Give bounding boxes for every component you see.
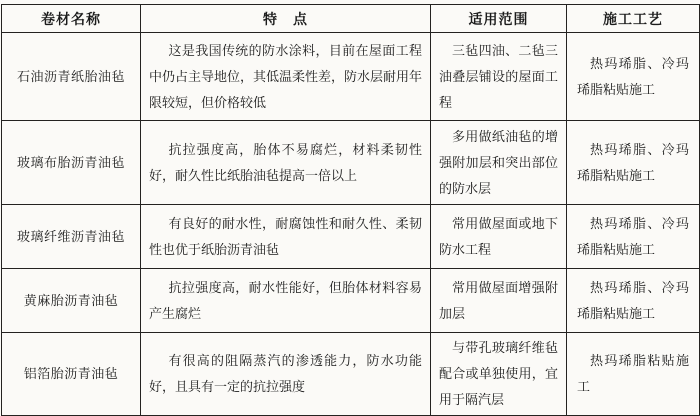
features-text: 这是我国传统的防水涂料，目前在屋面工程中仍占主导地位，其低温柔性差，防水层耐用年限较短，但价格较低 — [149, 42, 423, 110]
table-row — [2, 121, 700, 205]
cell-scope — [431, 121, 567, 205]
table-header-row — [2, 5, 700, 33]
scope-text: 三毡四油、二毡三油叠层铺设的屋面工程 — [439, 42, 558, 110]
cell-process — [567, 205, 700, 269]
material-comparison-table — [1, 4, 700, 416]
features-text: 有很高的阻隔蒸汽的渗透能力，防水功能好，且具有一定的抗拉强度 — [149, 353, 422, 394]
scope-text: 多用做纸油毡的增强附加层和突出部位的防水层 — [439, 128, 558, 196]
cell-scope — [431, 33, 567, 121]
cell-scope — [431, 205, 567, 269]
scope-text: 常用做屋面或地下防水工程 — [439, 215, 558, 257]
scope-text: 与带孔玻璃纤维毡配合或单独使用，宜用于隔汽层 — [439, 340, 558, 407]
table-row — [2, 205, 700, 269]
process-text: 热玛琋脂、冷玛琋脂粘贴施工 — [577, 215, 689, 257]
process-text: 热玛琋脂、冷玛琋脂粘贴施工 — [577, 141, 689, 183]
features-text: 抗拉强度高，胎体不易腐烂，材料柔韧性好，耐久性比纸胎油毡提高一倍以上 — [149, 141, 422, 183]
cell-material-name: 玻璃布胎沥青油毡 — [2, 121, 141, 205]
cell-process — [567, 33, 700, 121]
features-text: 抗拉强度高，耐水性能好，但胎体材料容易产生腐烂 — [149, 279, 422, 321]
cell-material-name: 石油沥青纸胎油毡 — [2, 33, 141, 121]
process-text: 热玛琋脂、冷玛琋脂粘贴施工 — [577, 55, 689, 97]
table-row — [2, 33, 700, 121]
scope-text: 常用做屋面增强附加层 — [439, 279, 558, 321]
process-text: 热玛琋脂、冷玛琋脂粘贴施工 — [577, 279, 689, 321]
table-row — [2, 333, 700, 416]
header-material-name: 卷材名称 — [2, 5, 141, 33]
cell-process — [567, 121, 700, 205]
header-process: 施工工艺 — [567, 5, 700, 33]
cell-material-name: 铝箔胎沥青油毡 — [2, 333, 141, 416]
cell-features — [141, 269, 431, 333]
cell-features — [141, 33, 431, 121]
cell-process — [567, 269, 700, 333]
cell-scope — [431, 269, 567, 333]
header-features: 特 点 — [141, 5, 431, 33]
cell-material-name: 黄麻胎沥青油毡 — [2, 269, 141, 333]
cell-features — [141, 205, 431, 269]
header-scope: 适用范围 — [431, 5, 567, 33]
features-text: 有良好的耐水性，耐腐蚀性和耐久性、柔韧性也优于纸胎沥青油毡 — [149, 215, 422, 257]
cell-material-name: 玻璃纤维沥青油毡 — [2, 205, 141, 269]
cell-features — [141, 333, 431, 416]
table-row — [2, 269, 700, 333]
cell-features — [141, 121, 431, 205]
cell-process — [567, 333, 700, 416]
cell-scope — [431, 333, 567, 416]
process-text: 热玛琋脂粘贴施工 — [577, 353, 689, 394]
